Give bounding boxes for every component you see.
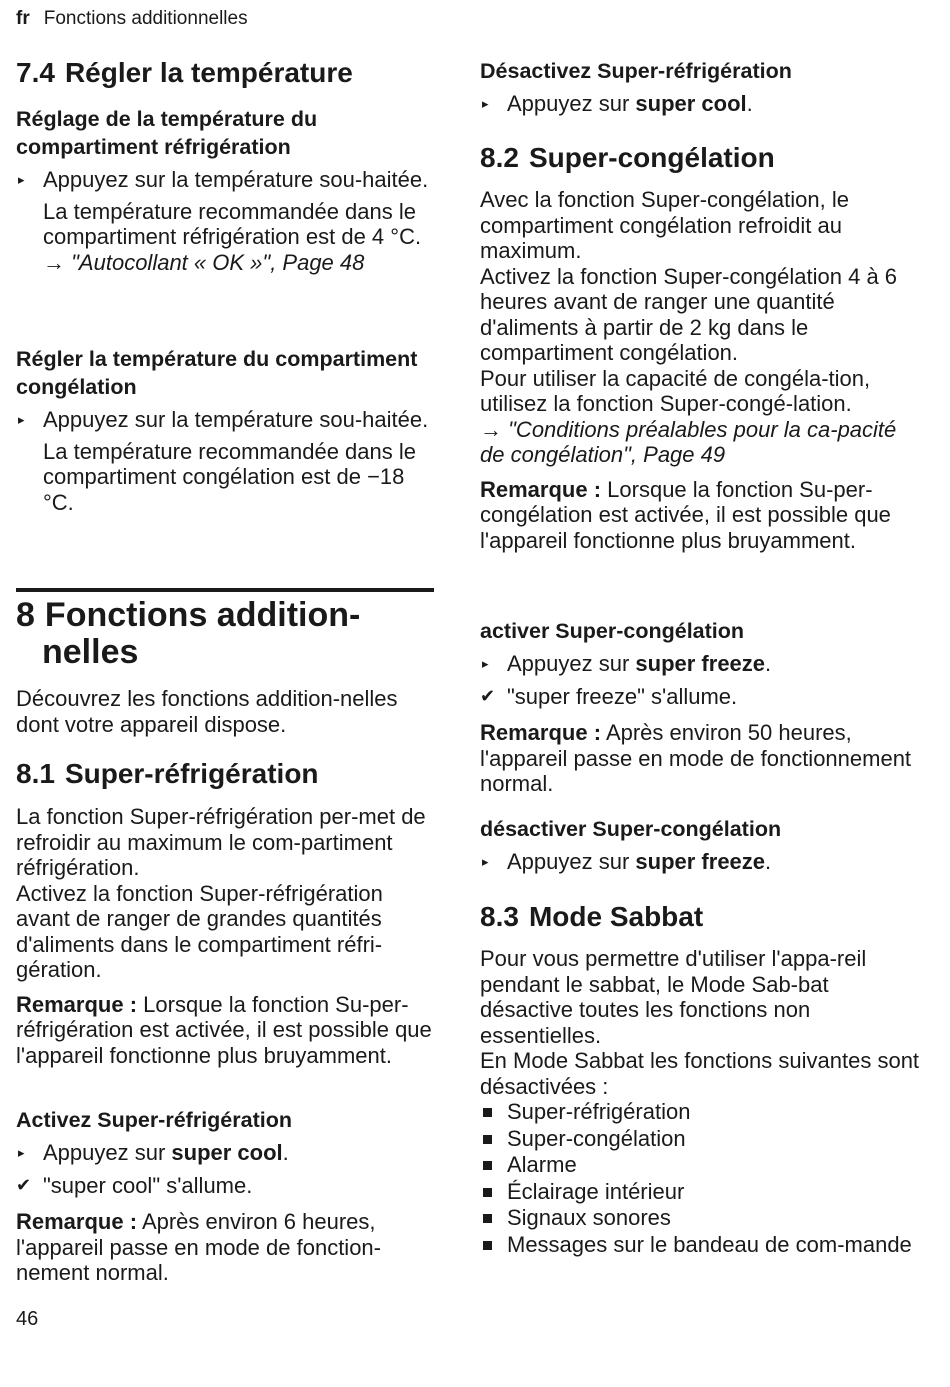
note: Remarque : Lorsque la fonction Su-per-réfrigération est activée, il est possible que l'appareil fonctionne plus bruyamment. — [16, 991, 432, 1068]
super-freeze-description: Avec la fonction Super-congélation, le compartiment congélation refroidit au maximum. Activez la fonction Super-congélation 4 à 6 heures avant de ranger une quantité d'aliments à partir de 2 kg dans le compartiment congélation. Pour utiliser la capacité de congéla-tion, utilisez la fonction Super-congé-lation. → "Conditions préalables pour la ca-pacité de congélation", Page 49 Remarque : Lorsque la fonction Su-per-congélation est activée, il est possible que l'appareil fonctionne plus bruyamment. — [480, 187, 920, 553]
square-bullet-icon — [483, 1135, 492, 1144]
button-name: super cool — [171, 1140, 283, 1165]
triangle-bullet-icon: ▸ — [482, 96, 489, 111]
page-header — [16, 8, 248, 30]
activate-super-cool-block — [16, 1106, 434, 1286]
info-text: La température recommandée dans le compartiment réfrigération est de 4 °C. — [43, 198, 422, 249]
list-item: Messages sur le bandeau de com-mande — [480, 1232, 920, 1258]
arrow-right-icon: → — [43, 249, 72, 275]
subheading: Régler la température du compartiment congélation — [16, 347, 418, 399]
list-item: Super-congélation — [480, 1126, 920, 1153]
checkmark-icon: ✔ — [480, 685, 496, 706]
section-7-4-title: 7.4 Régler la température — [16, 57, 353, 88]
square-bullet-icon — [483, 1108, 492, 1117]
button-name: super freeze — [635, 849, 766, 874]
section-8-2-title: 8.2 Super-congélation — [480, 142, 775, 173]
result-step: ✔ "super cool" s'allume. — [16, 1172, 253, 1198]
section-8-1-title: 8.1 Super-réfrigération — [16, 758, 319, 789]
button-name: super cool — [635, 91, 747, 116]
subheading: Activez Super-réfrigération — [16, 1108, 292, 1132]
note: Remarque : Lorsque la fonction Su-per-congélation est activée, il est possible que l'appareil fonctionne plus bruyamment. — [480, 476, 891, 553]
button-name: super freeze — [635, 651, 766, 676]
list-item: Alarme — [480, 1152, 920, 1179]
checkmark-icon: ✔ — [16, 1174, 32, 1195]
header-title: Fonctions additionnelles — [43, 8, 248, 29]
instruction-step: ▸ Appuyez sur super freeze. — [482, 651, 772, 676]
deactivate-super-freeze-block — [480, 815, 920, 875]
section-divider — [16, 588, 434, 592]
page-reference: → "Autocollant « OK »", Page 48 — [43, 249, 365, 275]
super-cool-description: La fonction Super-réfrigération per-met de refroidir au maximum le com-partiment réfrigération. Activez la fonction Super-réfrigération avant de ranger de grandes quantités d'aliments dans le compartiment réfri-gération. Remarque : Lorsque la fonction Su-per-réfrigération est activée, il est possible que l'appareil fonctionne plus bruyamment. — [16, 804, 434, 1068]
page-number: 46 — [16, 1308, 39, 1330]
section-title: Régler la température — [64, 57, 353, 88]
triangle-bullet-icon: ▸ — [18, 1145, 25, 1160]
instruction-step: ▸ Appuyez sur la température sou-haitée. — [18, 167, 429, 192]
chapter-8-title: 8 Fonctions addition- nelles — [16, 596, 361, 671]
instruction-step: ▸ Appuyez sur la température sou-haitée. — [18, 407, 429, 432]
language-code: fr — [16, 8, 30, 29]
square-bullet-icon — [483, 1241, 492, 1250]
subheading: désactiver Super-congélation — [480, 817, 782, 841]
triangle-bullet-icon: ▸ — [482, 854, 489, 869]
instruction-step: ▸ Appuyez sur super freeze. — [482, 849, 772, 874]
note: Remarque : Après environ 6 heures, l'appareil passe en mode de fonction-nement normal. — [16, 1209, 381, 1285]
list-item: Éclairage intérieur — [480, 1179, 920, 1206]
instruction-step: ▸ Appuyez sur super cool. — [18, 1140, 289, 1165]
triangle-bullet-icon: ▸ — [18, 172, 25, 187]
list-item: Signaux sonores — [480, 1205, 920, 1232]
subheading: activer Super-congélation — [480, 619, 745, 643]
square-bullet-icon — [483, 1161, 492, 1170]
triangle-bullet-icon: ▸ — [18, 412, 25, 427]
result-step: ✔ "super freeze" s'allume. — [480, 683, 738, 709]
fridge-temp-block — [16, 105, 434, 275]
note: Remarque : Après environ 50 heures, l'appareil passe en mode de fonctionnement normal. — [480, 720, 912, 796]
instruction-step: ▸ Appuyez sur super cool. — [482, 91, 753, 116]
deactivate-super-cool-block — [480, 57, 920, 117]
square-bullet-icon — [483, 1188, 492, 1197]
list-item: Super-réfrigération — [480, 1099, 920, 1126]
triangle-bullet-icon: ▸ — [482, 656, 489, 671]
arrow-right-icon: → — [480, 416, 509, 442]
info-text: La température recommandée dans le compartiment congélation est de −18 °C. — [43, 438, 416, 515]
subheading: Réglage de la température du compartiment réfrigération — [16, 107, 318, 159]
activate-super-freeze-block — [480, 617, 920, 797]
freezer-temp-block — [16, 345, 434, 515]
sabbath-description: Pour vous permettre d'utiliser l'appa-reil pendant le sabbat, le Mode Sab-bat désactive toutes les fonctions non essentielles. En Mode Sabbat les fonctions suivantes sont désactivées : Super-réfrigération Super-congélation Alarme Éclairage intérieur Signaux sonores Messages sur le bandeau de com-mande — [480, 946, 920, 1257]
square-bullet-icon — [483, 1214, 492, 1223]
page-reference: → "Conditions préalables pour la ca-pacité de congélation", Page 49 — [480, 416, 897, 467]
section-8-3-title: 8.3 Mode Sabbat — [480, 901, 704, 932]
subheading: Désactivez Super-réfrigération — [480, 59, 792, 83]
chapter-intro: Découvrez les fonctions addition-nelles dont votre appareil dispose. — [16, 686, 398, 737]
